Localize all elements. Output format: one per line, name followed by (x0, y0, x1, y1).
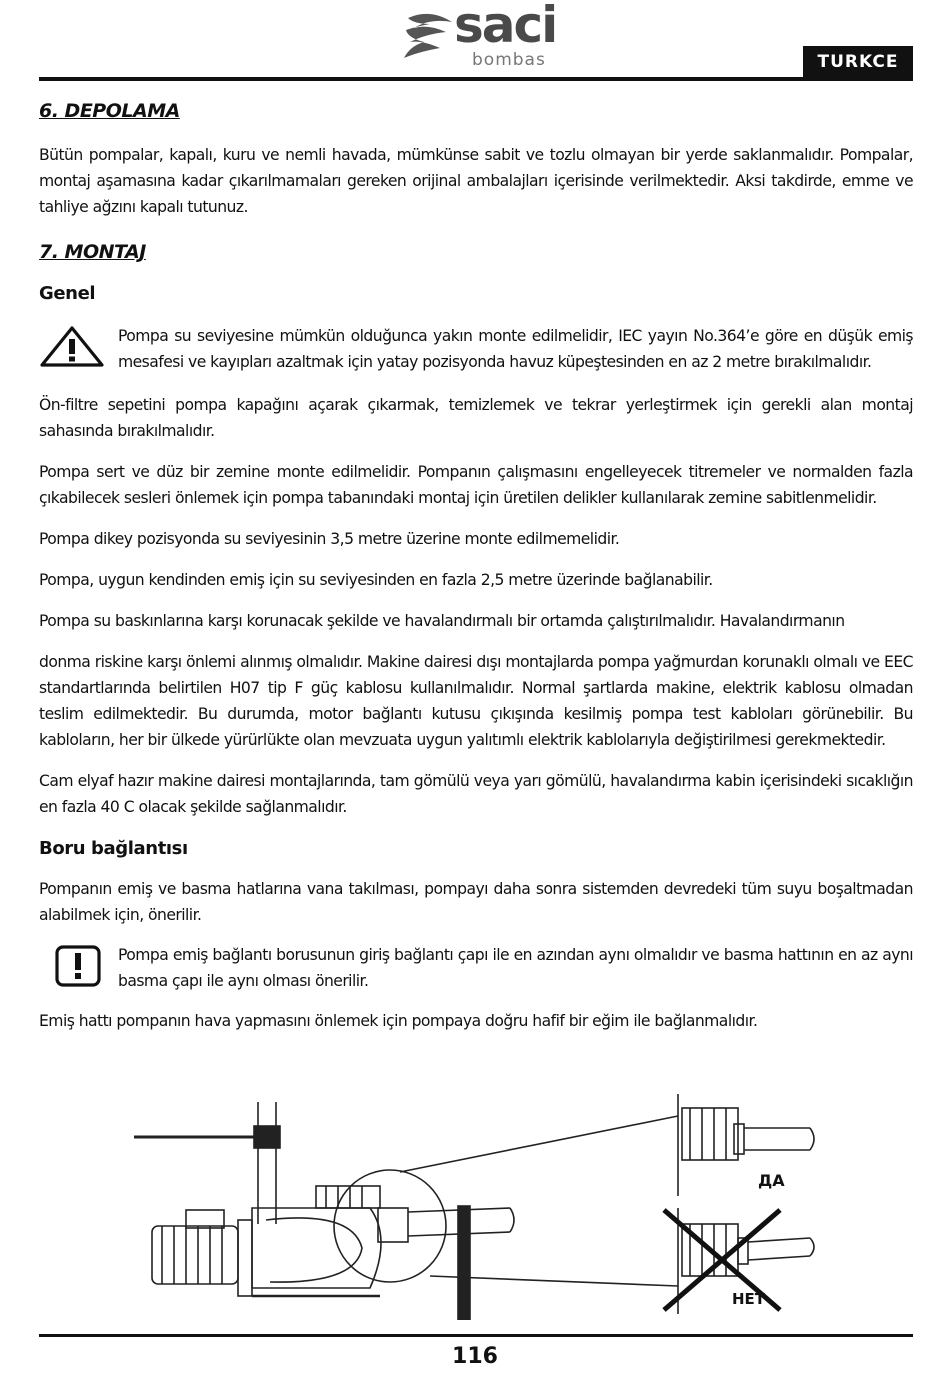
warning-block-1 (39, 323, 913, 375)
suction-slope-paragraph: Emiş hattı pompanın hava yapmasını önlemek için pompaya doğru hafif bir eğim ile bağlanmalıdır. (39, 1012, 758, 1030)
flood-protection-paragraph: Pompa su baskınlarına karşı korunacak şekilde ve havalandırmalı bir ortamda çalıştırılmalıdır. Havalandırmanın (39, 612, 845, 630)
vertical-limit-paragraph: Pompa dikey pozisyonda su seviyesinin 3,5 metre üzerine monte edilmemelidir. (39, 530, 620, 548)
label-correct: ДА (758, 1171, 785, 1190)
frost-paragraph: donma riskine karşı önlemi alınmış olmalıdır. Makine dairesi dışı montajlarda pompa yağmurdan korunaklı olmalı ve EEC standartlarında belirtilen H07 tip F güç kablosu kullanılmalıdır. Normal şartlarda makine, elektrik kablosu olmadan teslim edilmektedir. Bu durumda, motor bağlantı kutusu çıkışında kesilmiş pompa test kabloları görünebilir. Bu kabloların, her bir ülkede yürürlükte olan mevzuata uygun yalıtımlı elektrik kablolarıyla değiştirilmesi gerekmektedir. (39, 653, 913, 749)
prefilter-paragraph: Ön-filtre sepetini pompa kapağını açarak çıkarmak, temizlemek ve tekrar yerleştirmek için gerekli alan montaj sahasında bırakılmalıdır. (39, 396, 913, 440)
header-divider (39, 77, 913, 81)
logo-subtitle: bombas (472, 50, 546, 70)
warning-text-2: Pompa emiş bağlantı borusunun giriş bağlantı çapı ile en azından aynı olmalıdır ve basma hattının en az aynı basma çapı ile aynı olması önerilir. (118, 946, 913, 990)
fiberglass-paragraph: Cam elyaf hazır makine dairesi montajlarında, tam gömülü veya yarı gömülü, havalandırma kabin içerisindeki sıcaklığın en fazla 40 C olacak şekilde sağlanmalıdır. (39, 772, 913, 816)
saci-logo (400, 0, 560, 70)
floor-mount-paragraph: Pompa sert ve düz bir zemine monte edilmelidir. Pompanın çalışmasını engelleyecek titremeler ve normalden fazla çıkabilecek sesleri önlemek için pompa tabanındaki montaj için üretilen delikler kullanılarak zemine sabitlenmelidir. (39, 463, 913, 507)
label-incorrect: НЕТ (732, 1290, 766, 1308)
pipe-connection-heading: Boru bağlantısı (39, 838, 188, 859)
exclamation-box-icon (54, 944, 102, 988)
warning-block-2 (39, 942, 913, 994)
footer-divider (39, 1334, 913, 1337)
logo-word: saci (454, 0, 557, 54)
storage-paragraph: Bütün pompalar, kapalı, kuru ve nemli havada, mümkünse sabit ve tozlu olmayan bir yerde saklanmalıdır. Pompalar, montaj aşamasına kadar çıkarılmamaları gereken orijinal ambalajları içerisinde verilmektedir. Aksi takdirde, emme ve tahliye ağzını kapalı tutunuz. (39, 146, 913, 216)
page-content (39, 98, 913, 1034)
warning-triangle-icon (39, 325, 105, 367)
language-tab: TURKCE (803, 46, 913, 78)
page-number: 116 (452, 1344, 498, 1369)
storage-heading: 6. DEPOLAMA (39, 100, 180, 122)
logo-swoosh-icon (400, 12, 460, 62)
valves-paragraph: Pompanın emiş ve basma hatlarına vana takılması, pompayı daha sonra sistemden devredeki tüm suyu boşaltmadan alabilmek için, önerilir. (39, 880, 913, 924)
pump-installation-diagram (130, 1088, 920, 1320)
warning-text-1: Pompa su seviyesine mümkün olduğunca yakın monte edilmelidir, IEC yayın No.364’e göre en düşük emiş mesafesi ve kayıpları azaltmak için yatay pozisyonda havuz küpeştesinden en az 2 metre bırakılmalıdır. (118, 327, 913, 371)
self-priming-paragraph: Pompa, uygun kendinden emiş için su seviyesinden en fazla 2,5 metre üzerinde bağlanabilir. (39, 571, 713, 589)
installation-heading: 7. MONTAJ (39, 241, 146, 263)
general-heading: Genel (39, 283, 96, 304)
